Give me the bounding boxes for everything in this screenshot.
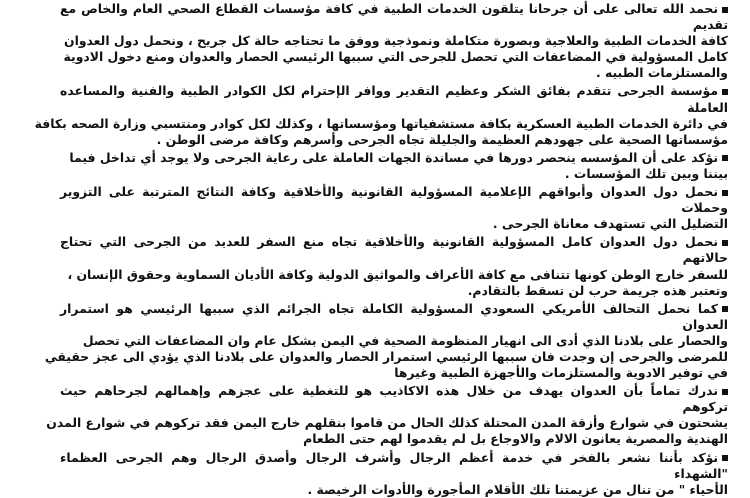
bullet-icon	[722, 89, 728, 95]
paragraph-line: بيننا وبين تلك المؤسسات .	[564, 165, 728, 181]
paragraph-line: نحمل دول العدوان كامل المسؤولية القانونية والأخلاقية تجاه منع السفر للعديد من الجرحى التي تحتاج حالاتهم	[60, 234, 728, 266]
bullet-icon	[722, 7, 728, 13]
bullet-icon	[722, 389, 728, 395]
paragraph-line: للمرضى والجرحى إن وجدت فان سببها الرئيسي استمرار الحصار والعدوان على بلادنا الذي يؤدي الى عجز حقيقي	[44, 348, 728, 364]
paragraph-line: والحصار على بلادنا الذي أدى الى انهيار المنظومة الصحية في اليمن بشكل عام وان المضاعفات التي تحصل	[82, 332, 728, 348]
bullet-icon	[722, 190, 728, 196]
paragraph-1	[60, 1, 728, 81]
paragraph-4	[60, 184, 728, 232]
paragraph-line: التضليل التي تستهدف معاناة الجرحى .	[492, 216, 728, 232]
paragraph-line: مؤسسة الجرحى تتقدم بفائق الشكر وعظيم التقدير ووافر الإحترام لكل الكوادر الطبية والفنية والمساعده العاملة	[60, 83, 728, 115]
paragraph-line: نؤكد بأننا نشعر بالفخر في خدمة أعظم الرجال وأشرف الرجال وأصدق الرجال وهم الجرحى العظماء "الشهداء	[60, 449, 728, 481]
paragraph-line: كافة الخدمات الطبية والعلاجية وبصورة متكاملة ونموذجية ووفق ما تحتاجه حالة كل جريح ، ونحمل دول العدوان	[64, 33, 728, 49]
bullet-icon	[722, 306, 728, 312]
paragraph-line: مؤسساتها الصحية على جهودهم العظيمة والجليلة تجاه الجرحى وأسرهم وكافة مرضى الوطن .	[156, 131, 728, 147]
paragraph-line: للسفر خارج الوطن كونها تتنافى مع كافة الأعراف والمواثيق الدولية وكافة الأديان السماوية وحقوق الإنسان ،	[67, 266, 728, 282]
paragraph-6	[44, 300, 728, 381]
paragraph-line: كامل المسؤولية في المضاعفات التي تحصل للجرحى التي سببها الرئيسي الحصار والعدوان ومنع دخول الادوية	[63, 49, 728, 65]
bullet-icon	[722, 455, 728, 461]
paragraph-3	[60, 150, 728, 182]
paragraph-line: نحمل دول العدوان وأبواقهم الإعلامية المسؤولية القانونية والأخلاقية وكافة النتائج المترتبة على التزوير وحملات	[60, 184, 728, 216]
paragraph-line: وتعتبر هذه جريمة حرب لن تسقط بالتقادم.	[467, 282, 728, 298]
paragraph-line: في دائرة الخدمات الطبية العسكرية بكافة مستشفياتها ومؤسساتها ، وكذلك لكل كوادر ومنتسبي وزارة الصحه بكافة	[34, 115, 728, 131]
paragraph-line: يشحتون في شوارع وأزقة المدن المحتلة كذلك الحال من قاموا بنقلهم خارج اليمن فقد تركوهم في شوارع المدن	[46, 415, 728, 431]
paragraph-line: في توفير الادوية والمستلزمات والأجهزة الطبية وغيرها	[394, 365, 728, 381]
paragraph-line: والمستلزمات الطبيه .	[595, 65, 728, 81]
paragraph-line: نحمد الله تعالى على أن جرحانا يتلقون الخدمات الطبية في كافة مؤسسات القطاع الصحي العام والخاص مع تقديم	[60, 1, 728, 33]
paragraph-7	[46, 383, 728, 447]
paragraph-2	[34, 83, 728, 147]
paragraph-line: الهندية والمصرية يعانون الالام والاوجاع بل لم يقدموا لهم حتى الطعام	[303, 431, 728, 447]
bullet-icon	[722, 155, 728, 161]
bullet-icon	[722, 240, 728, 246]
paragraph-line: ندرك تماماً بأن العدوان يهدف من خلال هذه الاكاذيب هو للتغطية على عجزهم وإهمالهم لجرحاهم حيث تركوهم	[60, 383, 728, 415]
paragraph-5	[60, 234, 728, 298]
paragraph-line: الأحياء " من تنال من عزيمتنا تلك الأقلام المأجورة والأدوات الرخيصة .	[307, 481, 728, 497]
paragraph-line: نؤكد على أن المؤسسه ينحصر دورها في مساندة الجهات العاملة على رعاية الجرحى ولا يوجد أي تداخل فيما	[69, 149, 718, 165]
paragraph-line: كما نحمل التحالف الأمريكي السعودي المسؤولية الكاملة تجاه الجرائم الذي سببها الرئيسي هو استمرار العدوان	[60, 300, 728, 332]
paragraph-8	[60, 450, 728, 498]
